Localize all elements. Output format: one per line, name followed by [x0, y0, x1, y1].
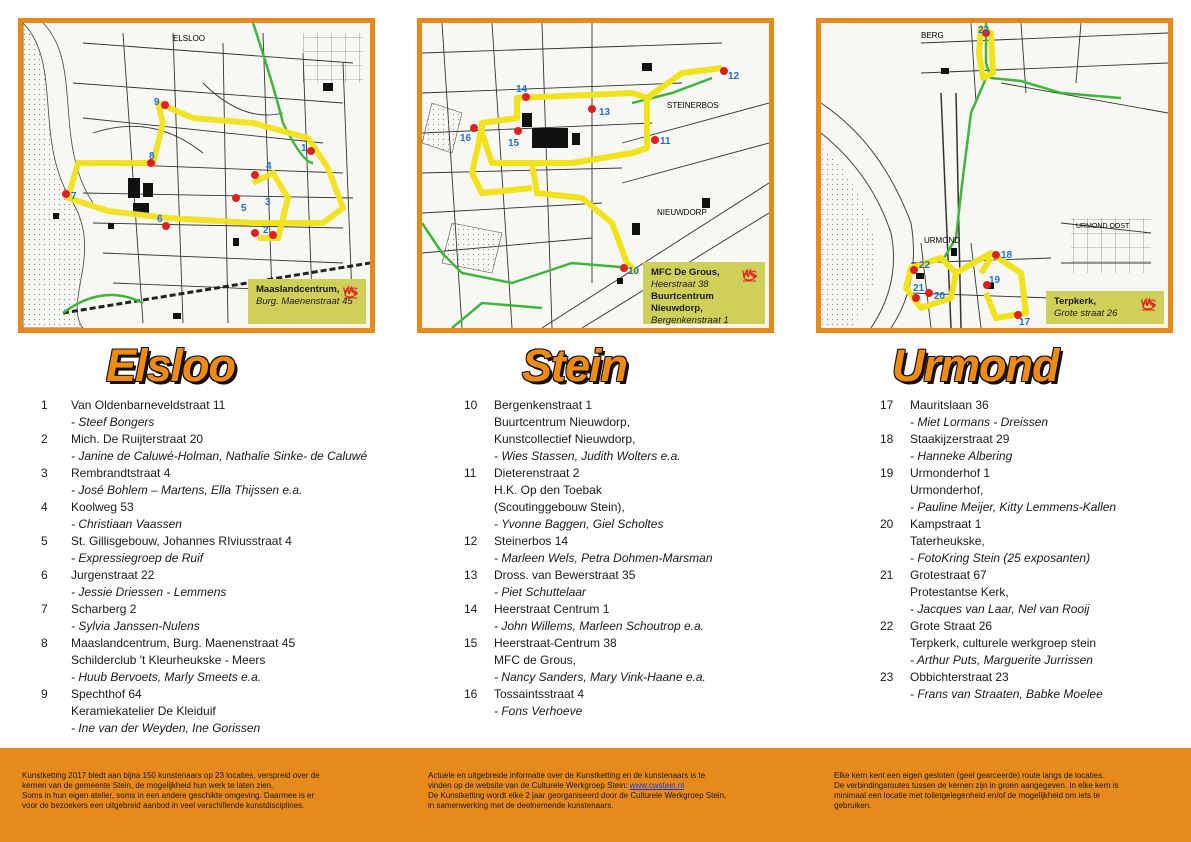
info-address-2: Bergenkenstraat 1 [651, 315, 729, 326]
map-marker-label-13: 13 [599, 107, 611, 118]
location-address: Kunstcollectief Nieuwdorp, [494, 432, 636, 446]
info-venue-2: Buurtcentrum Nieuwdorp, [651, 291, 714, 314]
info-address: Burg. Maenenstraat 45 [256, 296, 353, 307]
map-urmond-place-label-1: BERG [921, 31, 944, 40]
info-address: Grote straat 26 [1054, 308, 1118, 319]
location-address: Protestantse Kerk, [910, 585, 1009, 599]
map-info-box [643, 262, 765, 324]
location-item [464, 601, 713, 635]
location-item [880, 516, 1116, 567]
footer-intro [22, 771, 320, 811]
map-marker-label-22: 22 [919, 260, 931, 271]
location-number: 22 [880, 619, 894, 633]
location-list-elsloo [41, 397, 367, 737]
wc-indicator [742, 268, 757, 280]
map-marker-label-6: 6 [157, 214, 163, 225]
map-urmond-drawing [821, 23, 1168, 328]
location-artists: - Sylvia Janssen-Nulens [71, 619, 200, 633]
map-marker-1[interactable] [307, 147, 315, 155]
map-marker-18[interactable] [992, 251, 1000, 259]
location-number: 3 [41, 466, 48, 480]
map-marker-label-12: 12 [728, 71, 740, 82]
location-artists: - John Willems, Marleen Schoutrop e.a. [494, 619, 704, 633]
location-artists: - Steef Bongers [71, 415, 155, 429]
location-item [41, 601, 367, 635]
footer-routes-line: gebruiken. [834, 801, 872, 810]
map-marker-5[interactable] [232, 194, 240, 202]
footer-info-line [428, 781, 726, 791]
location-number: 10 [464, 398, 478, 412]
location-number: 6 [41, 568, 48, 582]
location-address: Spechthof 64 [71, 687, 142, 701]
map-marker-label-15: 15 [508, 138, 520, 149]
footer-intro-line: voor de bezoekers een uitgebreid aanbod in veel verschillende kunstdisciplines. [22, 801, 305, 810]
location-address: St. Gillisgebouw, Johannes RIviusstraat 4 [71, 534, 292, 548]
info-address: Heerstraat 38 [651, 279, 709, 290]
location-item [880, 669, 1116, 703]
footer-routes-line: De verbindingsroutes tussen de kernen zijn in groen aangegeven. In elke kern is [834, 781, 1119, 790]
location-number: 21 [880, 568, 894, 582]
footer-routes [834, 771, 1119, 811]
map-marker-7[interactable] [62, 190, 70, 198]
location-artists: - Miet Lormans - Dreissen [910, 415, 1049, 429]
location-artists: - Pauline Meijer, Kitty Lemmens-Kallen [910, 500, 1117, 514]
location-list-stein [464, 397, 713, 720]
location-address: MFC de Grous, [494, 653, 577, 667]
location-address: Urmonderhof, [910, 483, 984, 497]
footer-info-line: in samenwerking met de deelnemende kunstenaars. [428, 801, 614, 810]
location-address: Heerstraat Centrum 1 [494, 602, 610, 616]
location-address: Urmonderhof 1 [910, 466, 991, 480]
location-address: Taterheukske, [910, 534, 985, 548]
location-number: 8 [41, 636, 48, 650]
location-artists: - Christiaan Vaassen [71, 517, 182, 531]
location-address: Koolweg 53 [71, 500, 134, 514]
footer-band [0, 748, 1191, 842]
location-item [880, 431, 1116, 465]
location-address: Mauritslaan 36 [910, 398, 989, 412]
coffee-cup-icon [343, 285, 359, 299]
map-marker-6[interactable] [162, 222, 170, 230]
location-address: Grotestraat 67 [910, 568, 987, 582]
footer-info-line: Actuele en uitgebreide informatie over de Kunstketting en de kunstenaars is te [428, 771, 706, 780]
map-elsloo-place-label: ELSLOO [173, 34, 206, 43]
map-marker-label-14: 14 [516, 84, 528, 95]
map-stein [417, 18, 774, 333]
map-marker-16[interactable] [470, 124, 478, 132]
map-info-box [248, 279, 366, 324]
map-marker-label-21: 21 [913, 283, 925, 294]
location-artists: - Arthur Puts, Marguerite Jurrissen [910, 653, 1093, 667]
location-artists: - Marleen Wels, Petra Dohmen-Marsman [494, 551, 713, 565]
location-number: 11 [464, 466, 477, 480]
location-item [464, 635, 713, 686]
map-marker-11[interactable] [651, 136, 659, 144]
location-artists: - FotoKring Stein (25 exposanten) [910, 551, 1091, 565]
map-marker-13[interactable] [588, 105, 596, 113]
location-address: Obbichterstraat 23 [910, 670, 1009, 684]
location-artists: - Fons Verhoeve [494, 704, 583, 718]
location-item [464, 465, 713, 533]
map-stein-place-label-2: NIEUWDORP [657, 208, 707, 217]
location-artists: - Jacques van Laar, Nel van Rooij [910, 602, 1090, 616]
location-item [464, 533, 713, 567]
map-marker-20[interactable] [925, 289, 933, 297]
map-elsloo [18, 18, 375, 333]
location-item [41, 635, 367, 686]
map-marker-label-16: 16 [460, 133, 472, 144]
info-venue: MFC De Grous, [651, 267, 720, 278]
map-marker-4[interactable] [251, 171, 259, 179]
location-address: Schilderclub 't Kleurheukske - Meers [71, 653, 266, 667]
location-address: H.K. Op den Toebak [494, 483, 602, 497]
location-artists: - Hanneke Albering [910, 449, 1013, 463]
location-item [41, 431, 367, 465]
map-marker-2[interactable] [251, 229, 259, 237]
location-number: 23 [880, 670, 894, 684]
location-address: Staakijzerstraat 29 [910, 432, 1010, 446]
map-marker-22[interactable] [910, 266, 918, 274]
footer-intro-line: Kunstketting 2017 biedt aan bijna 150 kunstenaars op 23 locaties, verspreid over de [22, 771, 320, 780]
location-item [41, 465, 367, 499]
location-number: 12 [464, 534, 478, 548]
location-item [41, 397, 367, 431]
map-marker-label-9: 9 [154, 97, 160, 108]
location-artists: - Expressiegroep de Ruif [71, 551, 204, 565]
location-item [880, 618, 1116, 669]
map-marker-21[interactable] [912, 294, 920, 302]
map-marker-label-19: 19 [989, 275, 1001, 286]
location-address: Dross. van Bewerstraat 35 [494, 568, 636, 582]
location-item [880, 465, 1116, 516]
footer-link-prefix: vinden op de website van de Culturele Werkgroep Stein: [428, 781, 630, 790]
wc-label: WC [343, 286, 358, 296]
map-marker-label-1: 1 [301, 143, 307, 154]
location-artists: - Janine de Caluwé-Holman, Nathalie Sinke- de Caluwé [71, 449, 368, 463]
location-number: 7 [41, 602, 48, 616]
footer-info [428, 771, 726, 811]
location-item [880, 397, 1116, 431]
map-marker-label-20: 20 [934, 291, 946, 302]
map-urmond-place-label-2: URMOND [924, 236, 960, 245]
map-marker-12[interactable] [720, 67, 728, 75]
footer-intro-line: Soms in hun eigen atelier, soms in een andere geschikte omgeving. Daarmee is er [22, 791, 315, 800]
location-item [41, 567, 367, 601]
map-marker-9[interactable] [161, 101, 169, 109]
location-artists: - Jessie Driessen - Lemmens [71, 585, 227, 599]
location-address: Buurtcentrum Nieuwdorp, [494, 415, 631, 429]
title-urmond: Urmond [892, 340, 1059, 391]
footer-intro-line: kernen van de gemeente Stein, de mogelijkheid hun werk te laten zien. [22, 781, 274, 790]
coffee-cup-icon [742, 268, 758, 282]
location-address: Rembrandtstraat 4 [71, 466, 171, 480]
location-number: 14 [464, 602, 478, 616]
wc-label: WC [1141, 298, 1156, 308]
location-list-urmond [880, 397, 1116, 703]
location-artists: - Huub Bervoets, Marly Smeets e.a. [71, 670, 262, 684]
wc-indicator [1141, 297, 1156, 309]
coffee-cup-icon [1141, 297, 1157, 311]
location-number: 9 [41, 687, 48, 701]
location-address: Scharberg 2 [71, 602, 137, 616]
location-number: 5 [41, 534, 48, 548]
location-address: Steinerbos 14 [494, 534, 569, 548]
map-marker-label-7: 7 [71, 191, 77, 202]
location-item [41, 686, 367, 737]
location-number: 2 [41, 432, 48, 446]
location-address: Heerstraat-Centrum 38 [494, 636, 617, 650]
map-marker-15[interactable] [514, 127, 522, 135]
location-number: 15 [464, 636, 478, 650]
map-marker-10[interactable] [620, 264, 628, 272]
location-address: (Scoutinggebouw Stein), [494, 500, 625, 514]
title-stein: Stein [522, 340, 628, 391]
map-marker-label-17: 17 [1019, 317, 1031, 328]
footer-routes-line: minimaal een locatie met toiletgelegenheid en/of de mogelijkheid om iets te [834, 791, 1100, 800]
location-address: Maaslandcentrum, Burg. Maenenstraat 45 [71, 636, 296, 650]
map-marker-3[interactable] [269, 231, 277, 239]
location-artists: - José Bohlem – Martens, Ella Thijssen e.a. [71, 483, 303, 497]
map-marker-label-8: 8 [149, 151, 155, 162]
location-number: 4 [41, 500, 48, 514]
map-marker-label-10: 10 [628, 266, 640, 277]
map-marker-label-18: 18 [1001, 250, 1013, 261]
map-marker-label-11: 11 [660, 136, 671, 147]
location-number: 17 [880, 398, 894, 412]
location-number: 16 [464, 687, 478, 701]
wc-label: WC [742, 269, 757, 279]
map-marker-label-5: 5 [241, 203, 247, 214]
info-venue: Terpkerk, [1054, 296, 1097, 307]
location-item [41, 499, 367, 533]
map-info-box [1046, 291, 1164, 324]
map-stein-place-label-1: STEINERBOS [667, 101, 719, 110]
location-address: Dieterenstraat 2 [494, 466, 580, 480]
location-address: Van Oldenbarneveldstraat 11 [71, 398, 226, 412]
location-item [464, 686, 713, 720]
map-marker-label-23: 23 [978, 25, 990, 36]
location-item [41, 533, 367, 567]
footer-routes-line: Elke kern kent een eigen gesloten (geel gearceerde) route langs de locaties. [834, 771, 1105, 780]
map-marker-label-4: 4 [266, 161, 272, 172]
map-urmond [816, 18, 1173, 333]
location-item [880, 567, 1116, 618]
location-address: Kampstraat 1 [910, 517, 982, 531]
location-address: Bergenkenstraat 1 [494, 398, 593, 412]
location-number: 13 [464, 568, 478, 582]
location-address: Keramiekatelier De Kleiduif [71, 704, 216, 718]
location-address: Terpkerk, culturele werkgroep stein [910, 636, 1097, 650]
title-elsloo: Elsloo [106, 340, 236, 391]
footer-info-line: De Kunstketting wordt elke 2 jaar georganiseerd door de Culturele Werkgroep Stein, [428, 791, 727, 800]
location-address: Tossaintsstraat 4 [494, 687, 585, 701]
location-artists: - Wies Stassen, Judith Wolters e.a. [494, 449, 681, 463]
map-urmond-place-label-3: URMOND OOST [1076, 223, 1130, 230]
location-artists: - Nancy Sanders, Mary Vink-Haane e.a. [494, 670, 706, 684]
location-artists: - Piet Schuttelaar [494, 585, 587, 599]
location-artists: - Yvonne Baggen, Giel Scholtes [494, 517, 664, 531]
location-item [464, 567, 713, 601]
location-number: 1 [41, 398, 48, 412]
map-marker-label-3: 3 [265, 197, 271, 208]
location-address: Jurgenstraat 22 [71, 568, 155, 582]
location-artists: - Ine van der Weyden, Ine Gorissen [71, 721, 261, 735]
map-marker-label-2: 2 [263, 225, 269, 236]
location-number: 18 [880, 432, 894, 446]
location-address: Grote Straat 26 [910, 619, 993, 633]
location-number: 19 [880, 466, 894, 480]
info-venue: Maaslandcentrum, [256, 284, 340, 295]
location-address: Mich. De Ruijterstraat 20 [71, 432, 204, 446]
location-artists: - Frans van Straaten, Babke Moelee [910, 687, 1103, 701]
wc-indicator [343, 285, 358, 297]
location-number: 20 [880, 517, 894, 531]
location-item [464, 397, 713, 465]
website-link[interactable]: www.cwstein.nl [629, 781, 684, 790]
